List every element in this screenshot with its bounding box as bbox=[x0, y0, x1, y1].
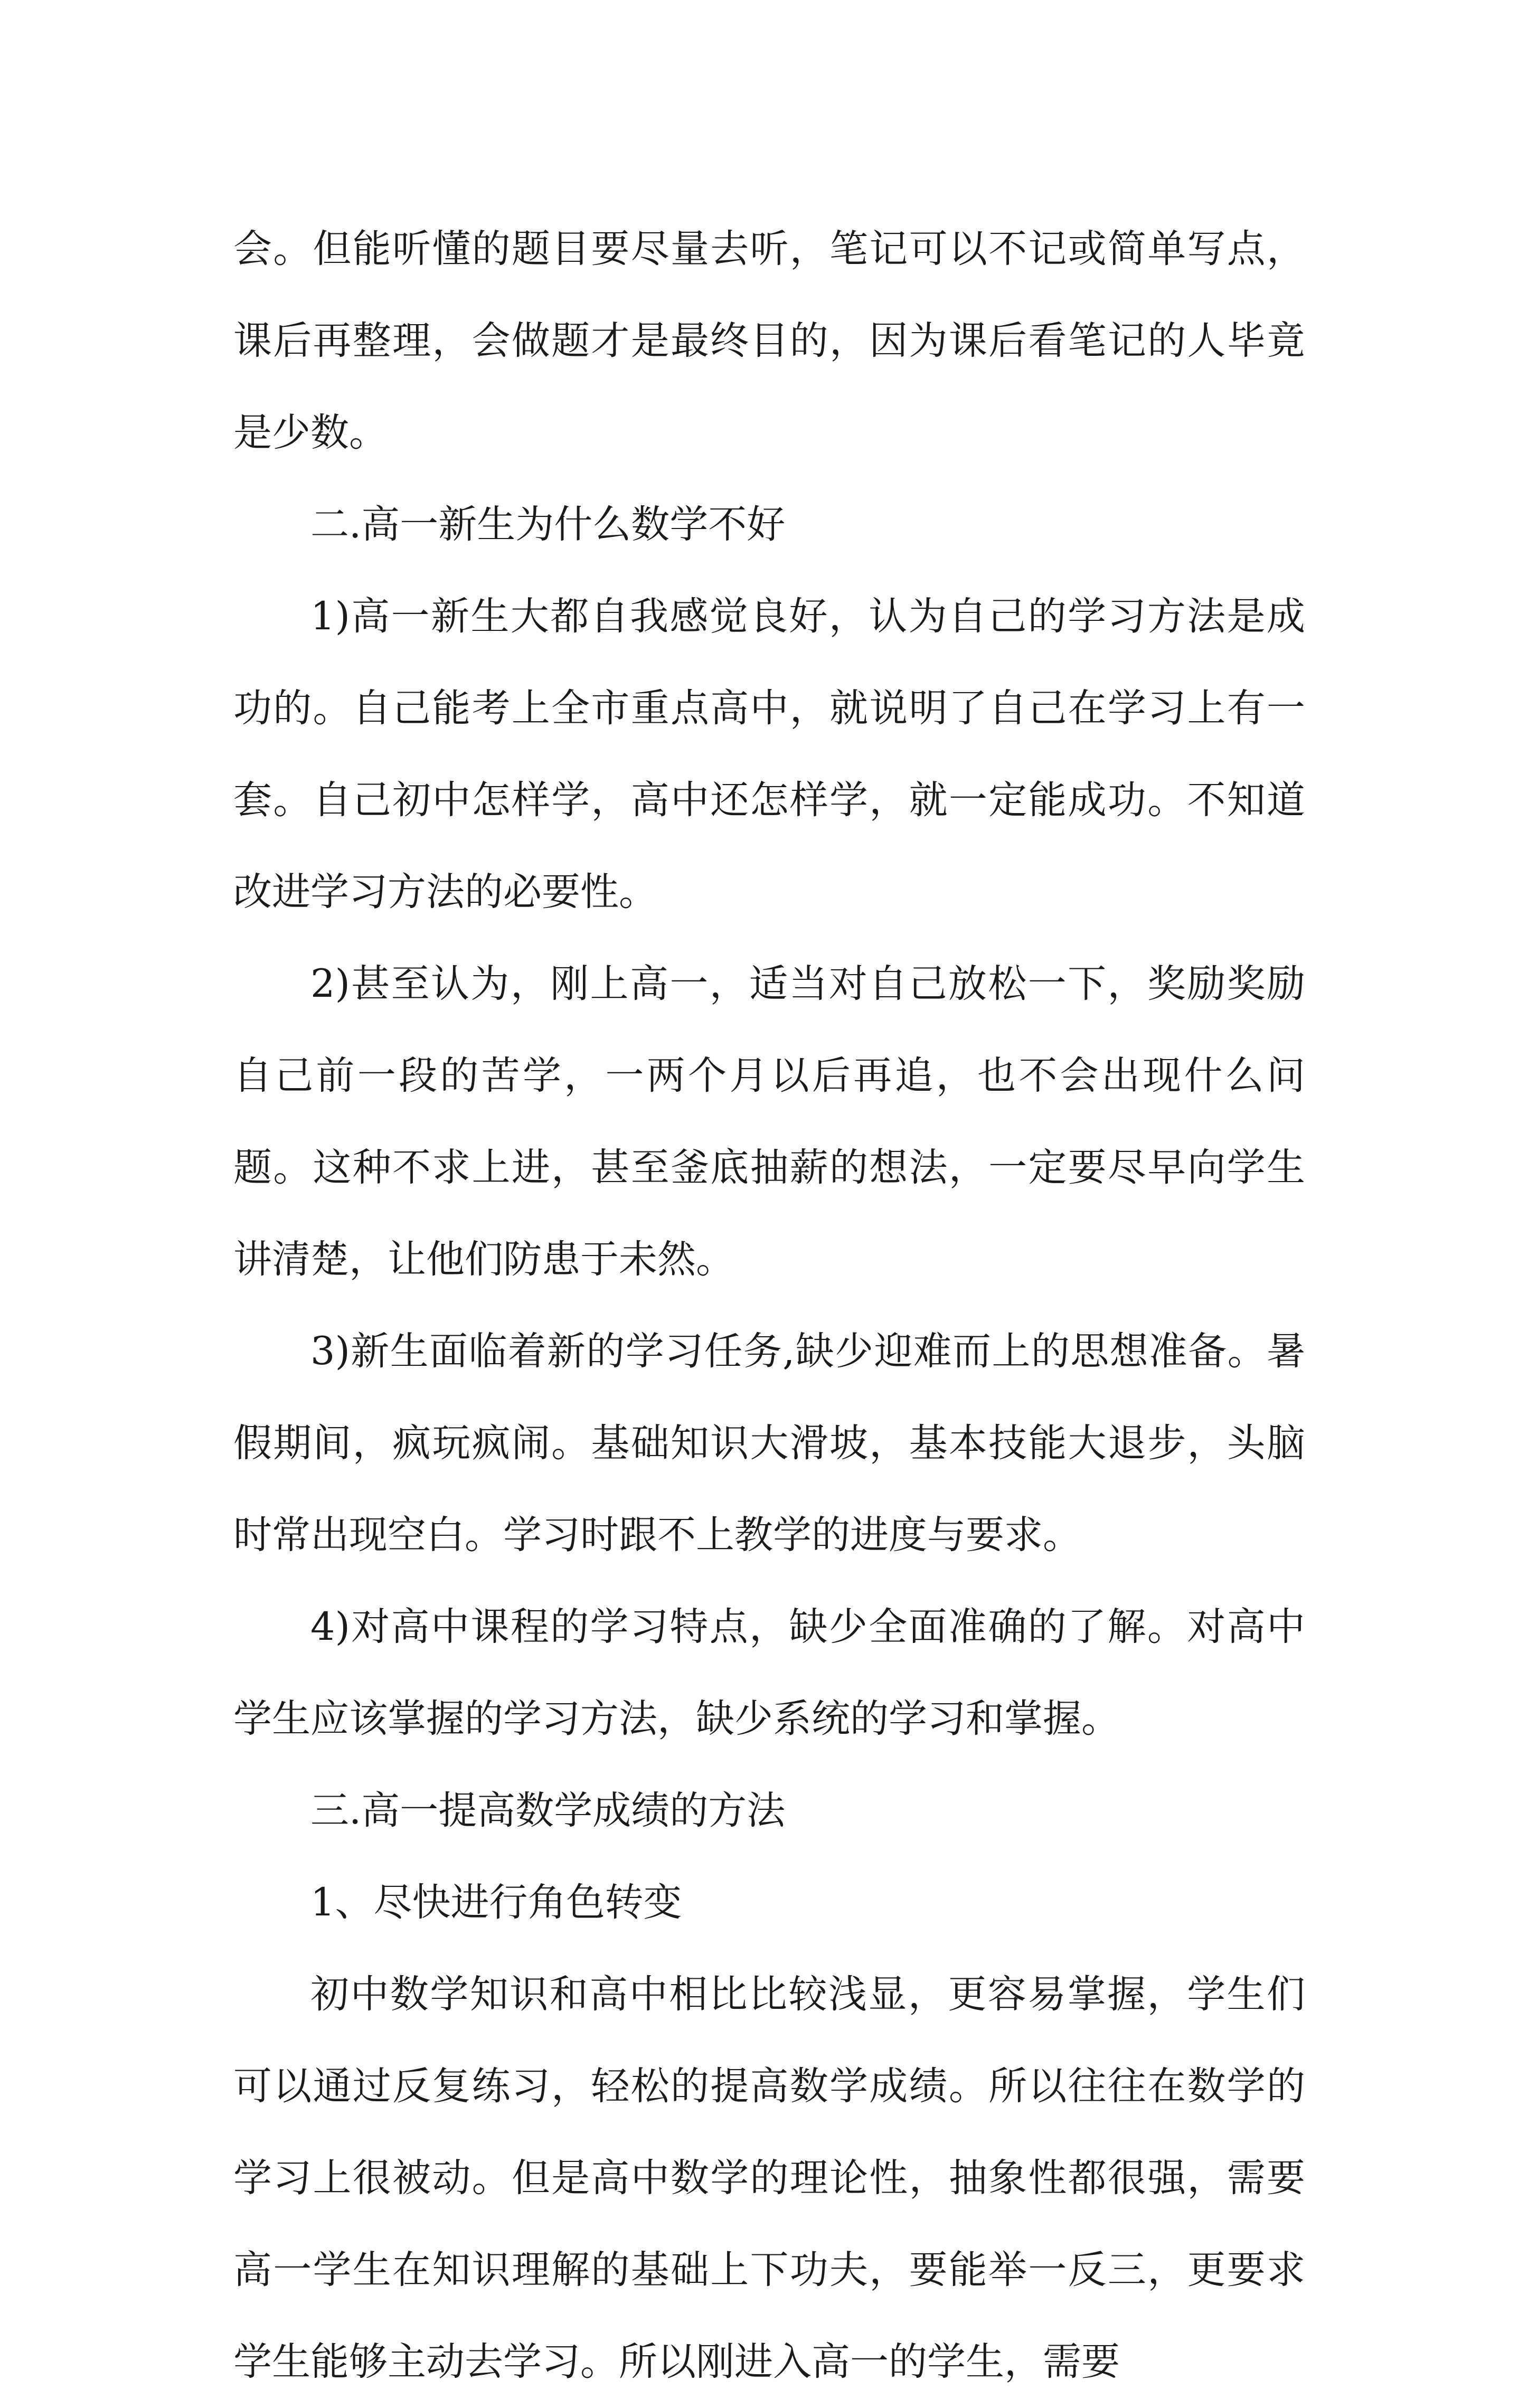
paragraph-point-2: 2)甚至认为，刚上高一，适当对自己放松一下，奖励奖励自己前一段的苦学，一两个月以后再追，也不会出现什么问题。这种不求上进，甚至釜底抽薪的想法，一定要尽早向学生讲清楚，让他们防患于未然。 bbox=[233, 961, 1305, 1282]
document-body bbox=[233, 203, 1305, 2408]
paragraph-point-1: 1)高一新生大都自我感觉良好，认为自己的学习方法是成功的。自己能考上全市重点高中，就说明了自己在学习上有一套。自己初中怎样学，高中还怎样学，就一定能成功。不知道改进学习方法的必要性。 bbox=[233, 594, 1305, 914]
paragraph-body: 初中数学知识和高中相比比较浅显，更容易掌握，学生们可以通过反复练习，轻松的提高数学成绩。所以往往在数学的学习上很被动。但是高中数学的理论性，抽象性都很强，需要高一学生在知识理解的基础上下功夫，要能举一反三，更要求学生能够主动去学习。所以刚进入高一的学生，需要 bbox=[233, 1972, 1305, 2384]
section-heading-2: 二.高一新生为什么数学不好 bbox=[310, 502, 786, 547]
subheading-1: 1、尽快进行角色转变 bbox=[310, 1880, 682, 1925]
paragraph-continuation: 会。但能听懂的题目要尽量去听，笔记可以不记或简单写点，课后再整理，会做题才是最终目的，因为课后看笔记的人毕竟是少数。 bbox=[233, 226, 1305, 455]
paragraph-point-4: 4)对高中课程的学习特点，缺少全面准确的了解。对高中学生应该掌握的学习方法，缺少系统的学习和掌握。 bbox=[233, 1604, 1305, 1741]
paragraph-point-3: 3)新生面临着新的学习任务,缺少迎难而上的思想准备。暑假期间，疯玩疯闹。基础知识大滑坡，基本技能大退步，头脑时常出现空白。学习时跟不上教学的进度与要求。 bbox=[233, 1329, 1305, 1557]
section-heading-3: 三.高一提高数学成绩的方法 bbox=[310, 1788, 786, 1833]
